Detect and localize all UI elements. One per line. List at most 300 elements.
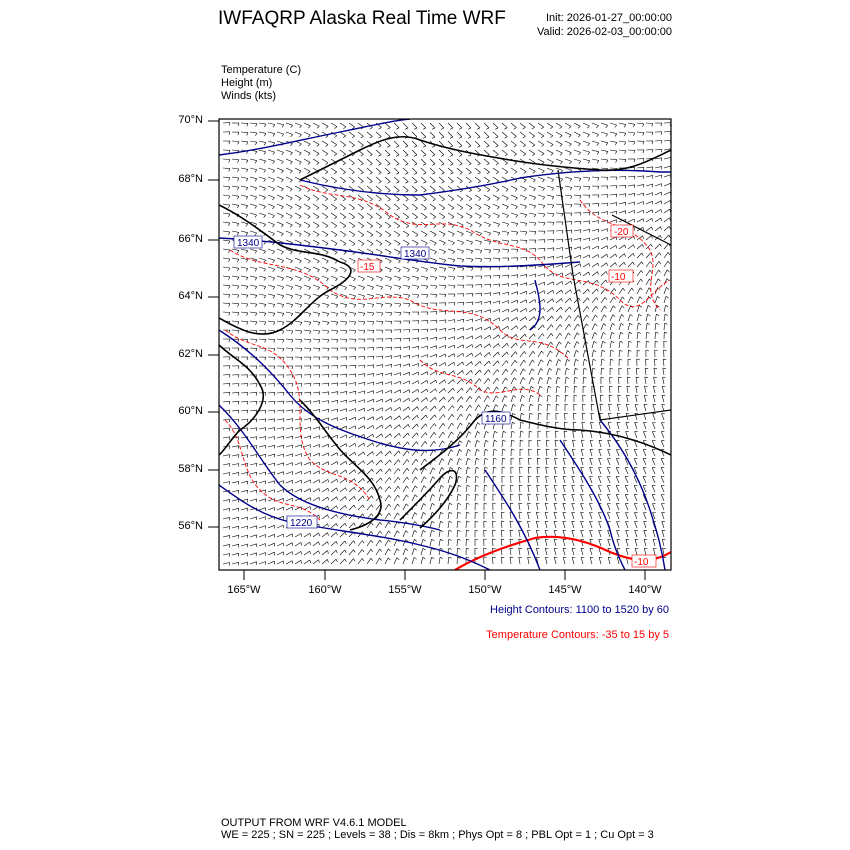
wind-barb: [448, 159, 453, 164]
wind-barb: [457, 231, 463, 234]
wind-barb: [511, 275, 518, 276]
wind-barb-feather: [388, 200, 391, 202]
wind-barb-feather: [593, 359, 596, 361]
wind-barb: [554, 476, 556, 483]
wind-barb-feather: [444, 269, 446, 272]
wind-barb: [223, 258, 230, 259]
wind-barb: [510, 557, 511, 564]
wind-barb-feather: [363, 505, 364, 508]
wind-barb: [466, 485, 467, 492]
wind-barb-feather: [364, 443, 365, 446]
wind-barb-feather: [310, 401, 311, 404]
wind-barb-feather: [580, 272, 581, 275]
wind-barb: [475, 132, 480, 137]
wind-barb-feather: [319, 533, 320, 536]
wind-barb-feather: [436, 295, 437, 298]
wind-barb: [655, 166, 662, 168]
wind-barb-feather: [560, 136, 562, 138]
wind-barb: [583, 298, 588, 303]
wind-barb-feather: [569, 135, 571, 137]
wind-barb-feather: [634, 159, 635, 162]
wind-barb: [547, 386, 548, 393]
wind-barb-feather: [283, 331, 284, 334]
wind-barb-feather: [454, 303, 455, 306]
wind-barb-feather: [334, 208, 337, 210]
wind-barb-feather: [490, 293, 491, 296]
wind-barb: [376, 186, 381, 191]
wind-barb-feather: [461, 414, 463, 417]
wind-barb-feather: [472, 353, 473, 356]
wind-barb: [644, 395, 646, 402]
wind-barb: [502, 249, 509, 250]
wind-barb: [582, 422, 583, 429]
wind-barb-feather: [624, 254, 625, 257]
wind-barb: [385, 416, 391, 420]
wind-barb-feather: [441, 128, 444, 129]
wind-barb-feather: [580, 264, 581, 267]
wind-barb-feather: [526, 257, 527, 260]
wind-barb: [421, 530, 423, 537]
wind-barb: [241, 562, 248, 564]
wind-barb-feather: [238, 142, 239, 145]
wind-barb: [232, 490, 239, 492]
wind-barb: [232, 276, 239, 277]
wind-barb-feather: [498, 352, 499, 355]
wind-barb: [331, 497, 337, 501]
wind-barb-feather: [493, 521, 496, 522]
wind-barb: [268, 454, 275, 456]
wind-barb-feather: [487, 190, 490, 192]
wind-barb-feather: [408, 433, 409, 436]
wind-barb-feather: [380, 558, 382, 560]
wind-barb: [590, 467, 592, 474]
wind-barb-feather: [326, 270, 328, 272]
wind-barb-feather: [264, 215, 266, 218]
wind-barb-feather: [336, 305, 338, 308]
wind-barb: [232, 303, 239, 304]
wind-barb-feather: [443, 234, 445, 236]
wind-barb: [538, 132, 544, 136]
wind-barb: [664, 140, 671, 141]
wind-barb: [607, 477, 610, 484]
wind-barb: [599, 522, 602, 529]
wind-barb-feather: [361, 217, 364, 219]
wind-barb-feather: [584, 359, 587, 361]
wind-barb: [349, 213, 355, 217]
wind-barb-feather: [352, 136, 355, 138]
wind-barb-feather: [452, 243, 454, 245]
wind-barb-feather: [229, 446, 230, 449]
wind-barb-feather: [371, 244, 373, 246]
wind-barb-feather: [370, 164, 373, 166]
wind-barb-feather: [452, 234, 454, 236]
wind-barb-feather: [568, 351, 570, 353]
wind-barb-feather: [489, 352, 490, 355]
wind-barb-feather: [629, 332, 632, 334]
wind-barb: [412, 477, 415, 483]
wind-barb: [520, 274, 527, 276]
wind-barb: [646, 193, 653, 195]
wind-barb: [286, 480, 293, 483]
wind-barb: [502, 275, 509, 276]
wind-barb-feather: [650, 262, 652, 265]
wind-barb-feather: [434, 252, 436, 254]
wind-barb: [358, 408, 364, 411]
wind-barb: [457, 449, 459, 456]
wind-barb-feather: [472, 362, 473, 365]
wind-barb: [376, 399, 382, 402]
wind-barb: [581, 485, 583, 492]
wind-barb-feather: [310, 366, 311, 369]
wind-barb-feather: [597, 143, 599, 146]
wind-barb: [322, 231, 328, 235]
wind-barb: [501, 512, 502, 519]
wind-barb-feather: [398, 477, 400, 480]
wind-barb: [501, 503, 502, 510]
wind-barb: [430, 548, 432, 555]
wind-barb: [537, 485, 538, 492]
wind-barb: [616, 504, 619, 510]
wind-barb: [547, 316, 552, 321]
wind-barb-feather: [425, 441, 427, 444]
wind-barb-feather: [355, 357, 356, 360]
wind-barb: [331, 409, 338, 411]
wind-barb: [412, 415, 417, 420]
wind-barb: [475, 423, 478, 430]
wind-barb: [421, 389, 427, 393]
wind-barb-feather: [238, 169, 239, 172]
wind-barb: [268, 508, 275, 511]
wind-barb: [277, 348, 284, 349]
wind-barb: [655, 227, 661, 231]
wind-barb: [358, 400, 365, 402]
wind-barb-feather: [485, 467, 488, 468]
wind-barb: [295, 276, 302, 278]
wind-barb: [529, 291, 535, 294]
wind-barb-feather: [229, 178, 230, 181]
wind-barb-feather: [596, 126, 598, 128]
wind-barb: [572, 503, 574, 510]
wind-barb-feather: [468, 440, 470, 442]
wind-barb-feather: [627, 377, 630, 378]
wind-barb-feather: [238, 375, 239, 378]
wind-barb-feather: [453, 397, 455, 400]
wind-barb: [385, 513, 389, 519]
wind-barb: [331, 204, 337, 208]
wind-barb-feather: [660, 244, 662, 247]
wind-barb-feather: [443, 243, 445, 245]
wind-barb: [439, 213, 445, 217]
wind-barb: [439, 267, 446, 269]
wind-barb: [241, 446, 248, 447]
wind-barb-feather: [481, 353, 482, 356]
wind-barb-feather: [606, 160, 608, 163]
wind-barb: [340, 123, 346, 127]
wind-barb: [574, 132, 580, 135]
wind-barb-feather: [454, 286, 455, 289]
wind-barb-feather: [247, 446, 248, 449]
wind-barb: [313, 150, 319, 154]
wind-barb-feather: [370, 137, 373, 139]
wind-barb: [268, 294, 275, 296]
wind-barb-feather: [372, 469, 373, 472]
wind-barb: [573, 422, 574, 429]
wind-barb: [475, 293, 482, 294]
wind-barb-feather: [497, 387, 499, 390]
wind-barb: [313, 436, 320, 438]
wind-barb: [529, 334, 534, 339]
wind-barb: [430, 530, 432, 537]
wind-barb: [617, 422, 619, 429]
wind-barb: [439, 354, 445, 357]
wind-barb-feather: [400, 321, 401, 324]
wind-barb: [664, 218, 670, 222]
wind-barb: [304, 471, 310, 474]
wind-barb-feather: [317, 126, 319, 128]
wind-barb-feather: [353, 270, 355, 272]
wind-barb-feather: [310, 533, 311, 536]
wind-barb: [340, 150, 346, 154]
wind-barb-feather: [618, 386, 621, 387]
wind-barb-feather: [336, 541, 337, 544]
wind-barb: [223, 482, 230, 484]
wind-barb: [304, 285, 311, 287]
wind-barb: [556, 204, 563, 205]
wind-barb-feather: [588, 289, 589, 292]
wind-barb: [403, 355, 410, 357]
wind-barb: [394, 213, 400, 217]
wind-barb-feather: [335, 235, 338, 237]
wind-barb: [313, 489, 319, 493]
wind-barb-feather: [354, 313, 356, 316]
wind-barb: [295, 123, 302, 126]
wind-barb-feather: [497, 216, 499, 218]
wind-barb-feather: [441, 173, 444, 175]
wind-barb-feather: [328, 506, 329, 509]
wind-barb-feather: [400, 399, 401, 402]
wind-barb: [313, 240, 319, 243]
wind-barb-feather: [325, 181, 328, 183]
wind-barb-feather: [389, 261, 391, 263]
wind-barb: [421, 512, 423, 519]
wind-barb-feather: [615, 142, 617, 145]
wind-barb-feather: [317, 234, 319, 236]
wind-barb: [241, 132, 248, 133]
wind-barb-feather: [390, 469, 392, 472]
wind-barb: [545, 539, 547, 546]
wind-barb: [601, 212, 608, 213]
wind-barb-feather: [642, 244, 643, 247]
wind-barb: [475, 141, 480, 146]
wind-barb: [268, 463, 275, 465]
wind-barb: [618, 386, 619, 393]
wind-barb: [394, 312, 401, 313]
wind-barb-feather: [247, 133, 248, 136]
wind-barb: [572, 494, 574, 501]
wind-barb: [286, 123, 293, 125]
wind-barb-feather: [354, 559, 356, 562]
wind-barb-feather: [650, 270, 652, 273]
wind-barb: [394, 558, 397, 564]
wind-barb-feather: [301, 551, 302, 554]
wind-barb: [340, 231, 346, 235]
wind-barb-feather: [382, 408, 383, 411]
wind-barb: [250, 517, 257, 519]
wind-barb-feather: [291, 296, 293, 299]
wind-barb-feather: [416, 468, 418, 471]
wind-barb-feather: [290, 144, 292, 146]
wind-barb: [610, 132, 617, 134]
wind-barb: [286, 445, 293, 447]
wind-barb: [574, 230, 581, 231]
wind-barb-feather: [355, 348, 356, 351]
wind-barb: [520, 467, 521, 474]
wind-barb-feather: [424, 208, 427, 210]
wind-barb-feather: [562, 222, 563, 225]
wind-barb-feather: [450, 155, 453, 156]
wind-barb: [385, 495, 389, 501]
wind-barb: [655, 253, 659, 258]
wind-barb: [376, 150, 381, 155]
wind-barb: [394, 407, 400, 411]
wind-barb: [241, 195, 248, 197]
wind-barb: [412, 495, 415, 501]
wind-barb: [564, 431, 565, 438]
wind-barb-feather: [301, 507, 302, 510]
wind-barb: [511, 352, 516, 357]
wind-barb: [223, 428, 230, 429]
wind-barb: [466, 512, 467, 519]
wind-barb: [610, 159, 617, 160]
wind-barb-feather: [345, 505, 346, 508]
wind-barb-feather: [389, 486, 391, 489]
wind-barb: [554, 494, 556, 501]
wind-barb: [268, 401, 275, 402]
wind-barb-feather: [379, 217, 382, 219]
wind-barb-feather: [372, 460, 373, 463]
wind-barb-feather: [580, 281, 581, 284]
wind-barb-feather: [597, 152, 599, 155]
wind-barb-feather: [499, 267, 500, 270]
wind-barb-feather: [643, 167, 644, 170]
wind-barb: [502, 204, 508, 207]
wind-barb: [430, 406, 435, 411]
wind-barb-feather: [291, 287, 293, 290]
wind-barb-feather: [634, 236, 635, 239]
wind-barb: [241, 186, 248, 188]
wind-barb: [439, 337, 446, 339]
wind-barb: [555, 458, 556, 465]
wind-barb-feather: [519, 494, 522, 495]
wind-barb: [322, 123, 328, 126]
wind-barb: [412, 267, 419, 269]
wind-barb-feather: [353, 244, 355, 246]
wind-barb-feather: [238, 304, 239, 307]
wind-barb: [385, 356, 392, 357]
wind-barb: [520, 326, 525, 331]
wind-barb: [538, 369, 541, 376]
wind-barb: [592, 280, 597, 285]
wind-barb: [484, 431, 486, 438]
wind-barb: [331, 470, 337, 474]
wind-barb: [439, 186, 444, 190]
wind-barb: [331, 515, 336, 520]
wind-barb: [232, 285, 239, 286]
wind-barb: [484, 195, 490, 199]
wind-barb: [250, 526, 257, 528]
wind-barb: [466, 240, 473, 242]
wind-barb: [625, 450, 628, 457]
wind-barb: [394, 486, 398, 492]
wind-barb: [349, 383, 356, 385]
wind-barb: [607, 468, 610, 475]
wind-barb-feather: [551, 333, 553, 336]
wind-barb: [547, 123, 553, 127]
wind-barb-feather: [382, 322, 383, 325]
wind-barb: [304, 542, 310, 546]
wind-barb: [232, 508, 239, 510]
wind-barb-feather: [462, 260, 464, 263]
wind-barb: [610, 203, 617, 204]
wind-barb: [259, 517, 266, 519]
wind-barb: [376, 168, 381, 173]
wind-barb-feather: [656, 332, 659, 333]
wind-barb-feather: [247, 428, 248, 431]
wind-barb: [448, 380, 453, 385]
wind-barb: [475, 177, 481, 181]
wind-barb-feather: [443, 415, 445, 418]
wind-barb: [556, 141, 562, 144]
wind-barb: [322, 551, 327, 556]
wind-barb-feather: [379, 199, 382, 201]
wind-barb-feather: [659, 261, 661, 264]
wind-barb: [394, 240, 400, 244]
wind-barb: [232, 410, 239, 411]
wind-barb: [412, 213, 418, 217]
wind-barb-feather: [628, 350, 631, 351]
wind-barb: [430, 231, 436, 234]
wind-barb-feather: [328, 533, 329, 536]
wind-barb: [223, 222, 230, 223]
wind-barb: [448, 539, 449, 546]
wind-barb-feather: [634, 142, 635, 145]
wind-barb-feather: [625, 194, 626, 197]
wind-barb: [385, 258, 391, 261]
wind-barb: [340, 204, 346, 208]
wind-barb: [619, 306, 622, 312]
wind-barb: [664, 235, 669, 240]
wind-barb: [295, 330, 302, 331]
wind-barb: [223, 464, 230, 465]
wind-barb: [528, 503, 529, 510]
wind-barb: [403, 459, 407, 465]
wind-barb-feather: [607, 263, 608, 266]
wind-barb: [573, 440, 575, 447]
wind-barb: [394, 381, 400, 384]
wind-barb: [628, 314, 630, 321]
wind-barb: [637, 167, 644, 168]
wind-barb-feather: [658, 288, 660, 290]
wind-barb: [358, 276, 365, 279]
wind-barb: [637, 244, 642, 249]
wind-barb-feather: [517, 326, 518, 329]
wind-barb-feather: [318, 322, 320, 325]
wind-barb: [358, 374, 365, 375]
wind-barb-feather: [317, 217, 319, 219]
wind-barb-feather: [566, 386, 569, 387]
wind-barb: [403, 267, 410, 269]
wind-barb: [627, 377, 628, 384]
